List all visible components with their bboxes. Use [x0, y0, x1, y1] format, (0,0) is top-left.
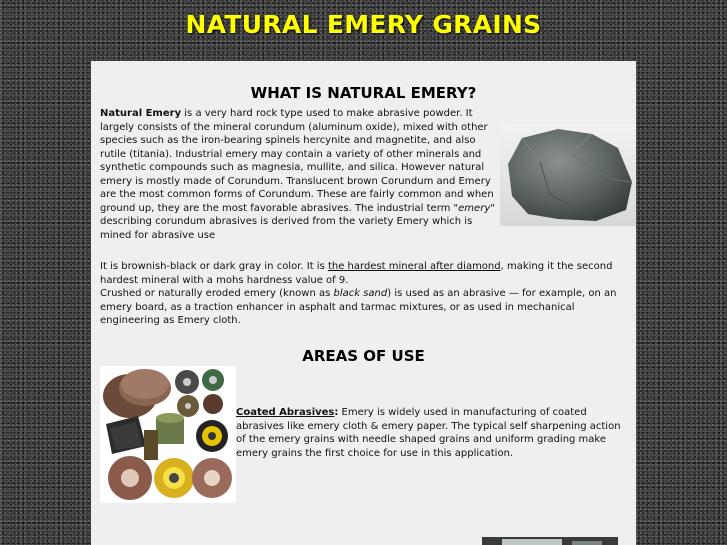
emery-rock-image	[500, 124, 636, 226]
para3-text-2: ) is used as an abrasive — for example, on an emery board, as a traction enhancer in asphalt and tarmac mixtures, or as used in mechanical engineering as Emery cloth.	[100, 288, 617, 326]
section-heading-areas: AREAS OF USE	[302, 347, 425, 365]
intro-italic-term: emery	[458, 202, 491, 214]
intro-text-1: is a very hard rock type used to make abrasive powder. It largely consists of the mineral corundum (aluminum oxide), mixed with other species such as the iron-bearing spinels hercynite and magnetite, and also rutile (titania). Industrial emery may contain a variety of other minerals and synthetic compounds such as magnesia, mullite, and silica. However natural emery is mostly made of Corundum. Translucent brown Corundum and Emery are the most common forms of Corundum. These are fairly common and when ground up, they are the most favorable abrasives. The industrial term "	[100, 108, 494, 214]
coated-abrasives-paragraph	[236, 406, 628, 460]
content-panel	[91, 61, 636, 545]
coated-text: Emery is widely used in manufacturing of coated abrasives like emery cloth & emery paper. The typical self sharpening action of the emery grains with needle shaped grains and uniform grading make emery grains the first choice for use in this application.	[236, 407, 621, 459]
para3-italic: black sand	[333, 288, 388, 299]
para2-text-1: It is brownish-black or dark gray in color. It is	[100, 261, 328, 272]
site-title: NATURAL EMERY GRAINS	[185, 10, 542, 39]
para2-text-2: , making it the second hardest mineral with a mohs hardness value of 9.	[100, 261, 613, 286]
section-heading-what: WHAT IS NATURAL EMERY?	[250, 84, 477, 102]
coated-abrasives-image	[100, 366, 236, 503]
coated-abrasives-link[interactable]: Coated Abrasives	[236, 407, 335, 418]
hardness-paragraph	[100, 260, 628, 328]
para3-text-1: Crushed or naturally eroded emery (known as	[100, 288, 334, 299]
intro-paragraph	[100, 107, 502, 242]
hardest-mineral-link[interactable]: the hardest mineral after diamond	[327, 261, 501, 272]
intro-term: Natural Emery	[100, 108, 182, 119]
coated-colon: :	[334, 407, 339, 418]
intro-text-2: " describing corundum abrasives is derived from the variety Emery which is mined for abrasive use	[100, 202, 495, 241]
next-section-image	[482, 537, 618, 545]
